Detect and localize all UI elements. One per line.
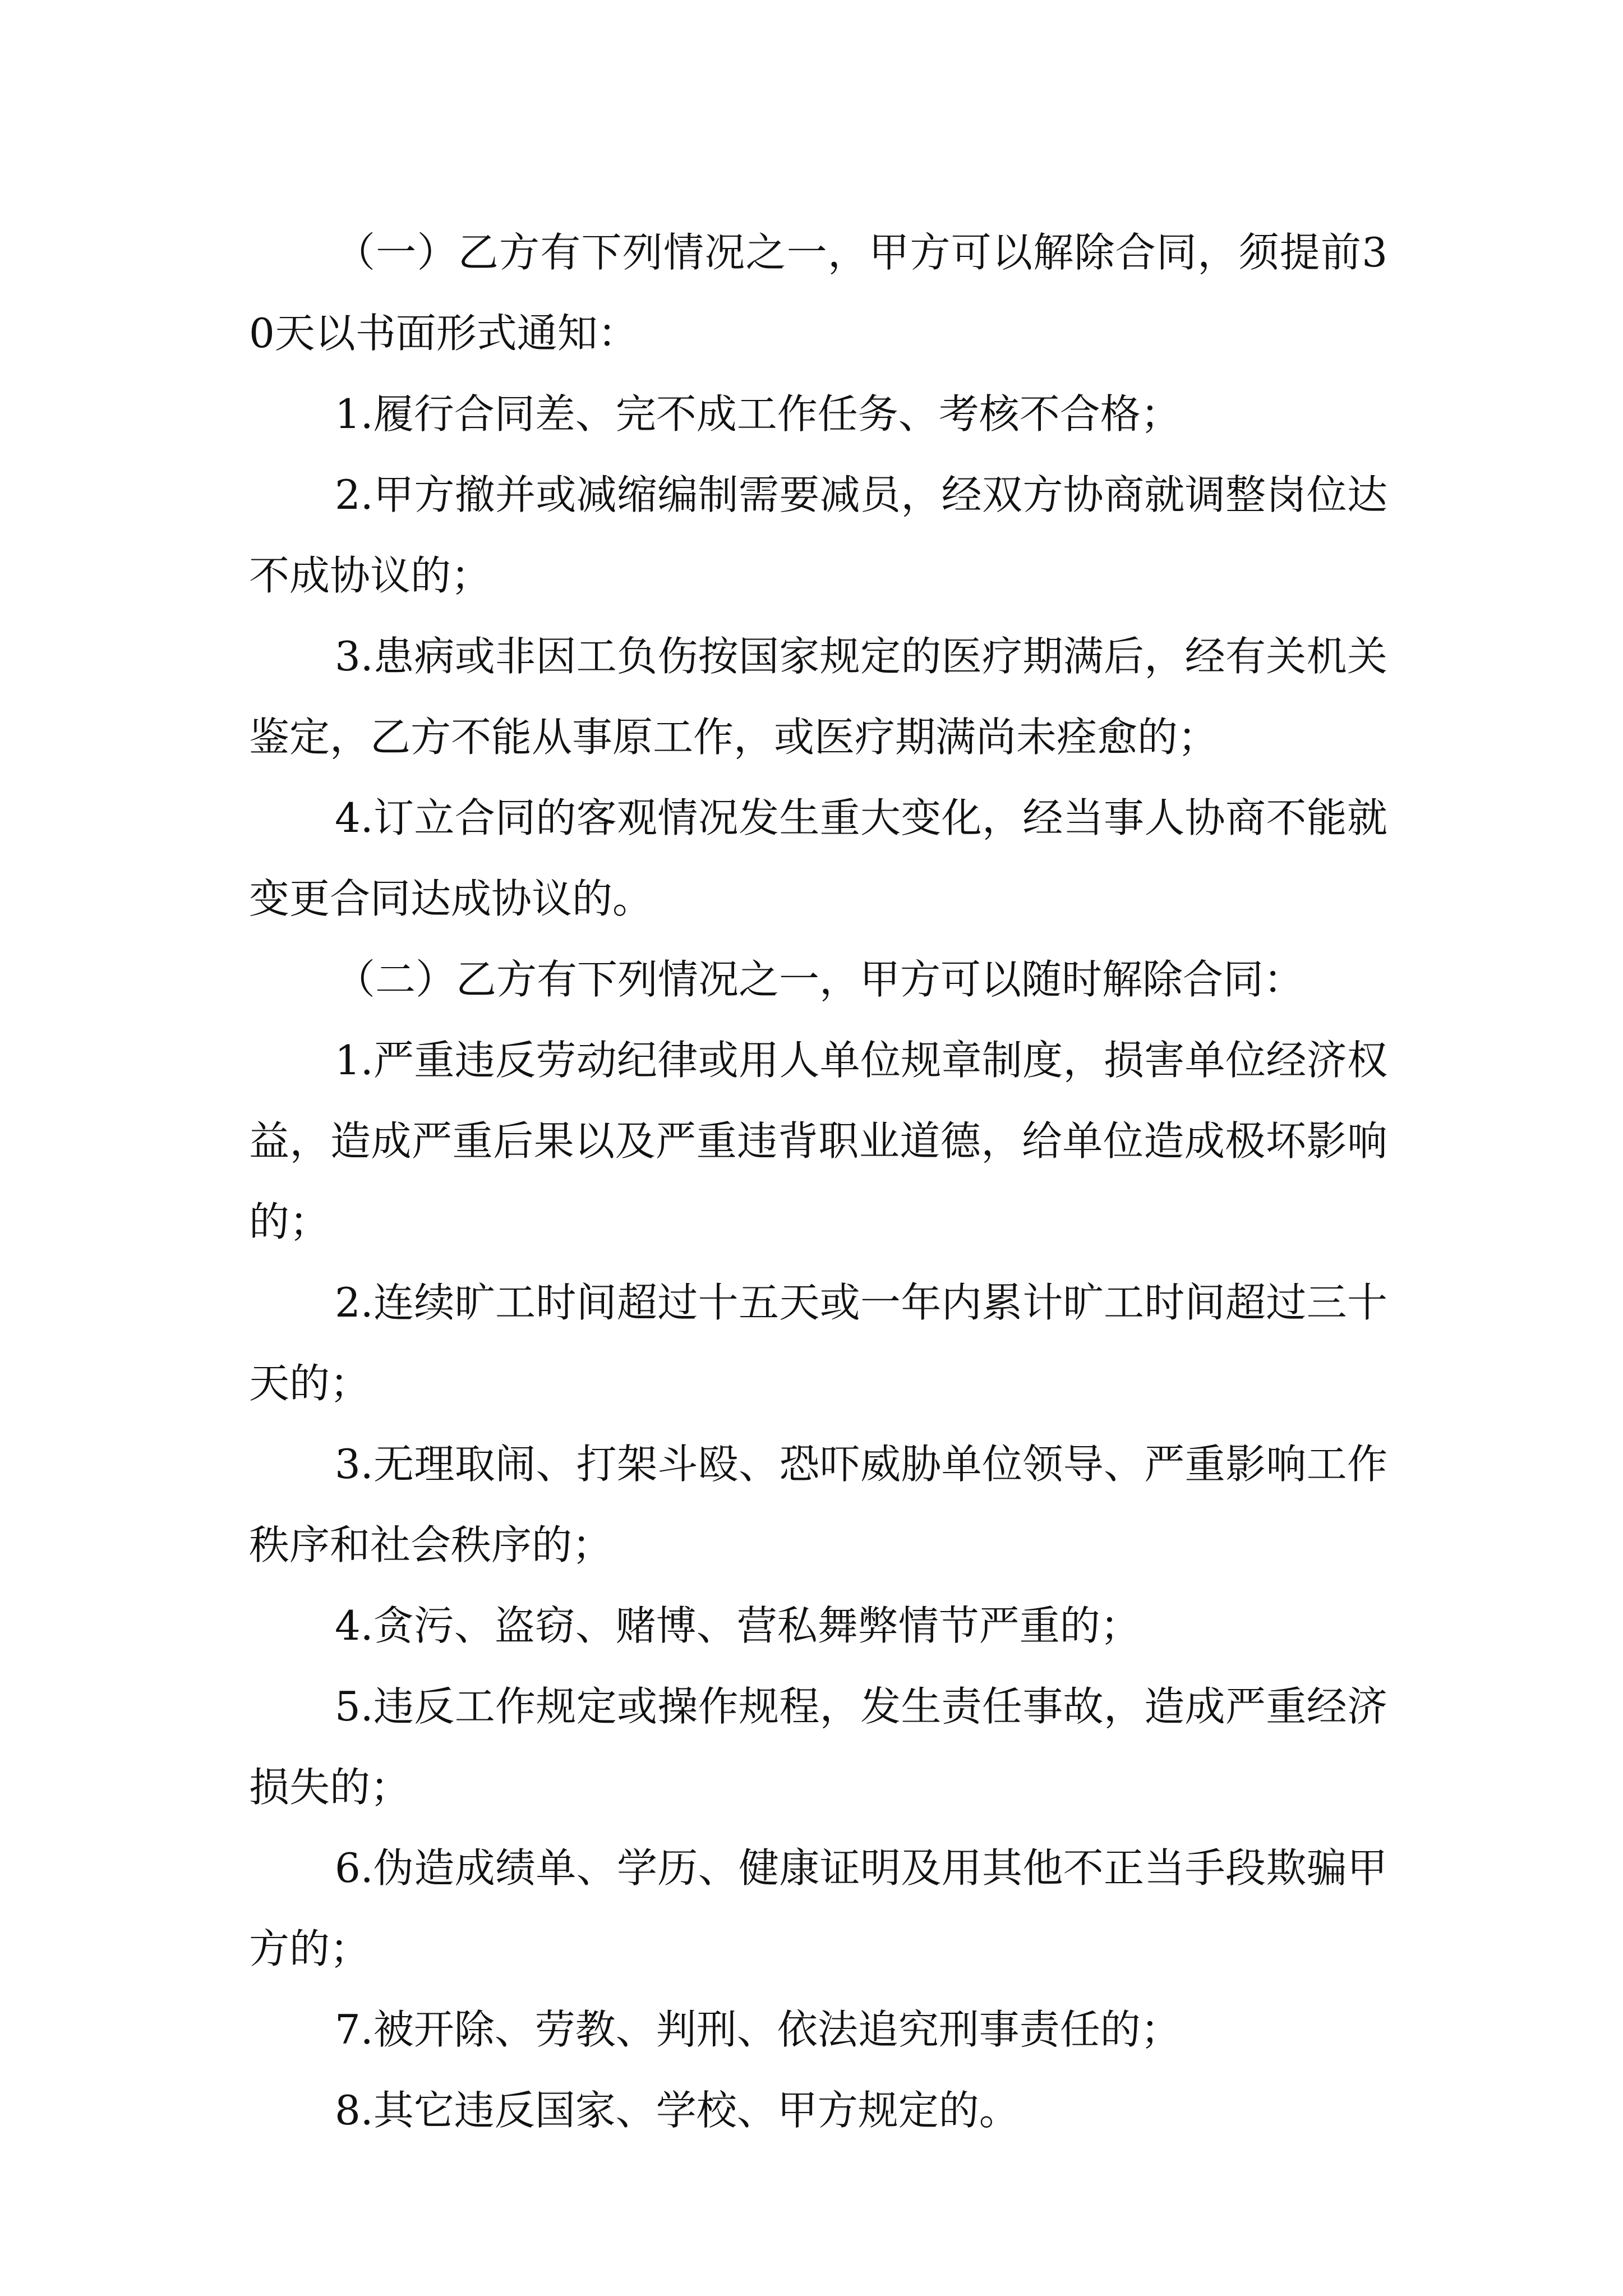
paragraph-item-1-1: 1.履行合同差、完不成工作任务、考核不合格； xyxy=(335,390,1181,438)
paragraph-item-2-8: 8.其它违反国家、学校、甲方规定的。 xyxy=(335,2087,1020,2134)
paragraph-item-2-6: 6.伪造成绩单、学历、健康证明及用其他不正当手段欺骗甲方的； xyxy=(249,1844,1387,1972)
paragraph-item-2-2: 2.连续旷工时间超过十五天或一年内累计旷工时间超过三十天的； xyxy=(249,1279,1387,1407)
paragraph-section-2-heading: （二）乙方有下列情况之一，甲方可以随时解除合同： xyxy=(335,956,1304,1003)
paragraph-item-2-4: 4.贪污、盗窃、赌博、营私舞弊情节严重的； xyxy=(335,1602,1141,1649)
paragraph-item-1-2: 2.甲方撤并或减缩编制需要减员，经双方协商就调整岗位达不成协议的； xyxy=(249,471,1387,599)
paragraph-item-2-1: 1.严重违反劳动纪律或用人单位规章制度，损害单位经济权益，造成严重后果以及严重违背职业道德，给单位造成极坏影响的； xyxy=(249,1037,1387,1245)
paragraph-section-1-heading: （一）乙方有下列情况之一，甲方可以解除合同，须提前30天以书面形式通知： xyxy=(249,229,1387,357)
document-body xyxy=(249,212,1387,2151)
paragraph-item-2-7: 7.被开除、劳教、判刑、依法追究刑事责任的； xyxy=(335,2006,1181,2053)
paragraph-item-1-3: 3.患病或非因工负伤按国家规定的医疗期满后，经有关机关鉴定，乙方不能从事原工作，或医疗期满尚未痊愈的； xyxy=(249,633,1387,761)
paragraph-item-2-3: 3.无理取闹、打架斗殴、恐吓威胁单位领导、严重影响工作秩序和社会秩序的； xyxy=(249,1441,1387,1568)
paragraph-item-1-4: 4.订立合同的客观情况发生重大变化，经当事人协商不能就变更合同达成协议的。 xyxy=(249,794,1387,922)
paragraph-item-2-5: 5.违反工作规定或操作规程，发生责任事故，造成严重经济损失的； xyxy=(249,1683,1387,1811)
